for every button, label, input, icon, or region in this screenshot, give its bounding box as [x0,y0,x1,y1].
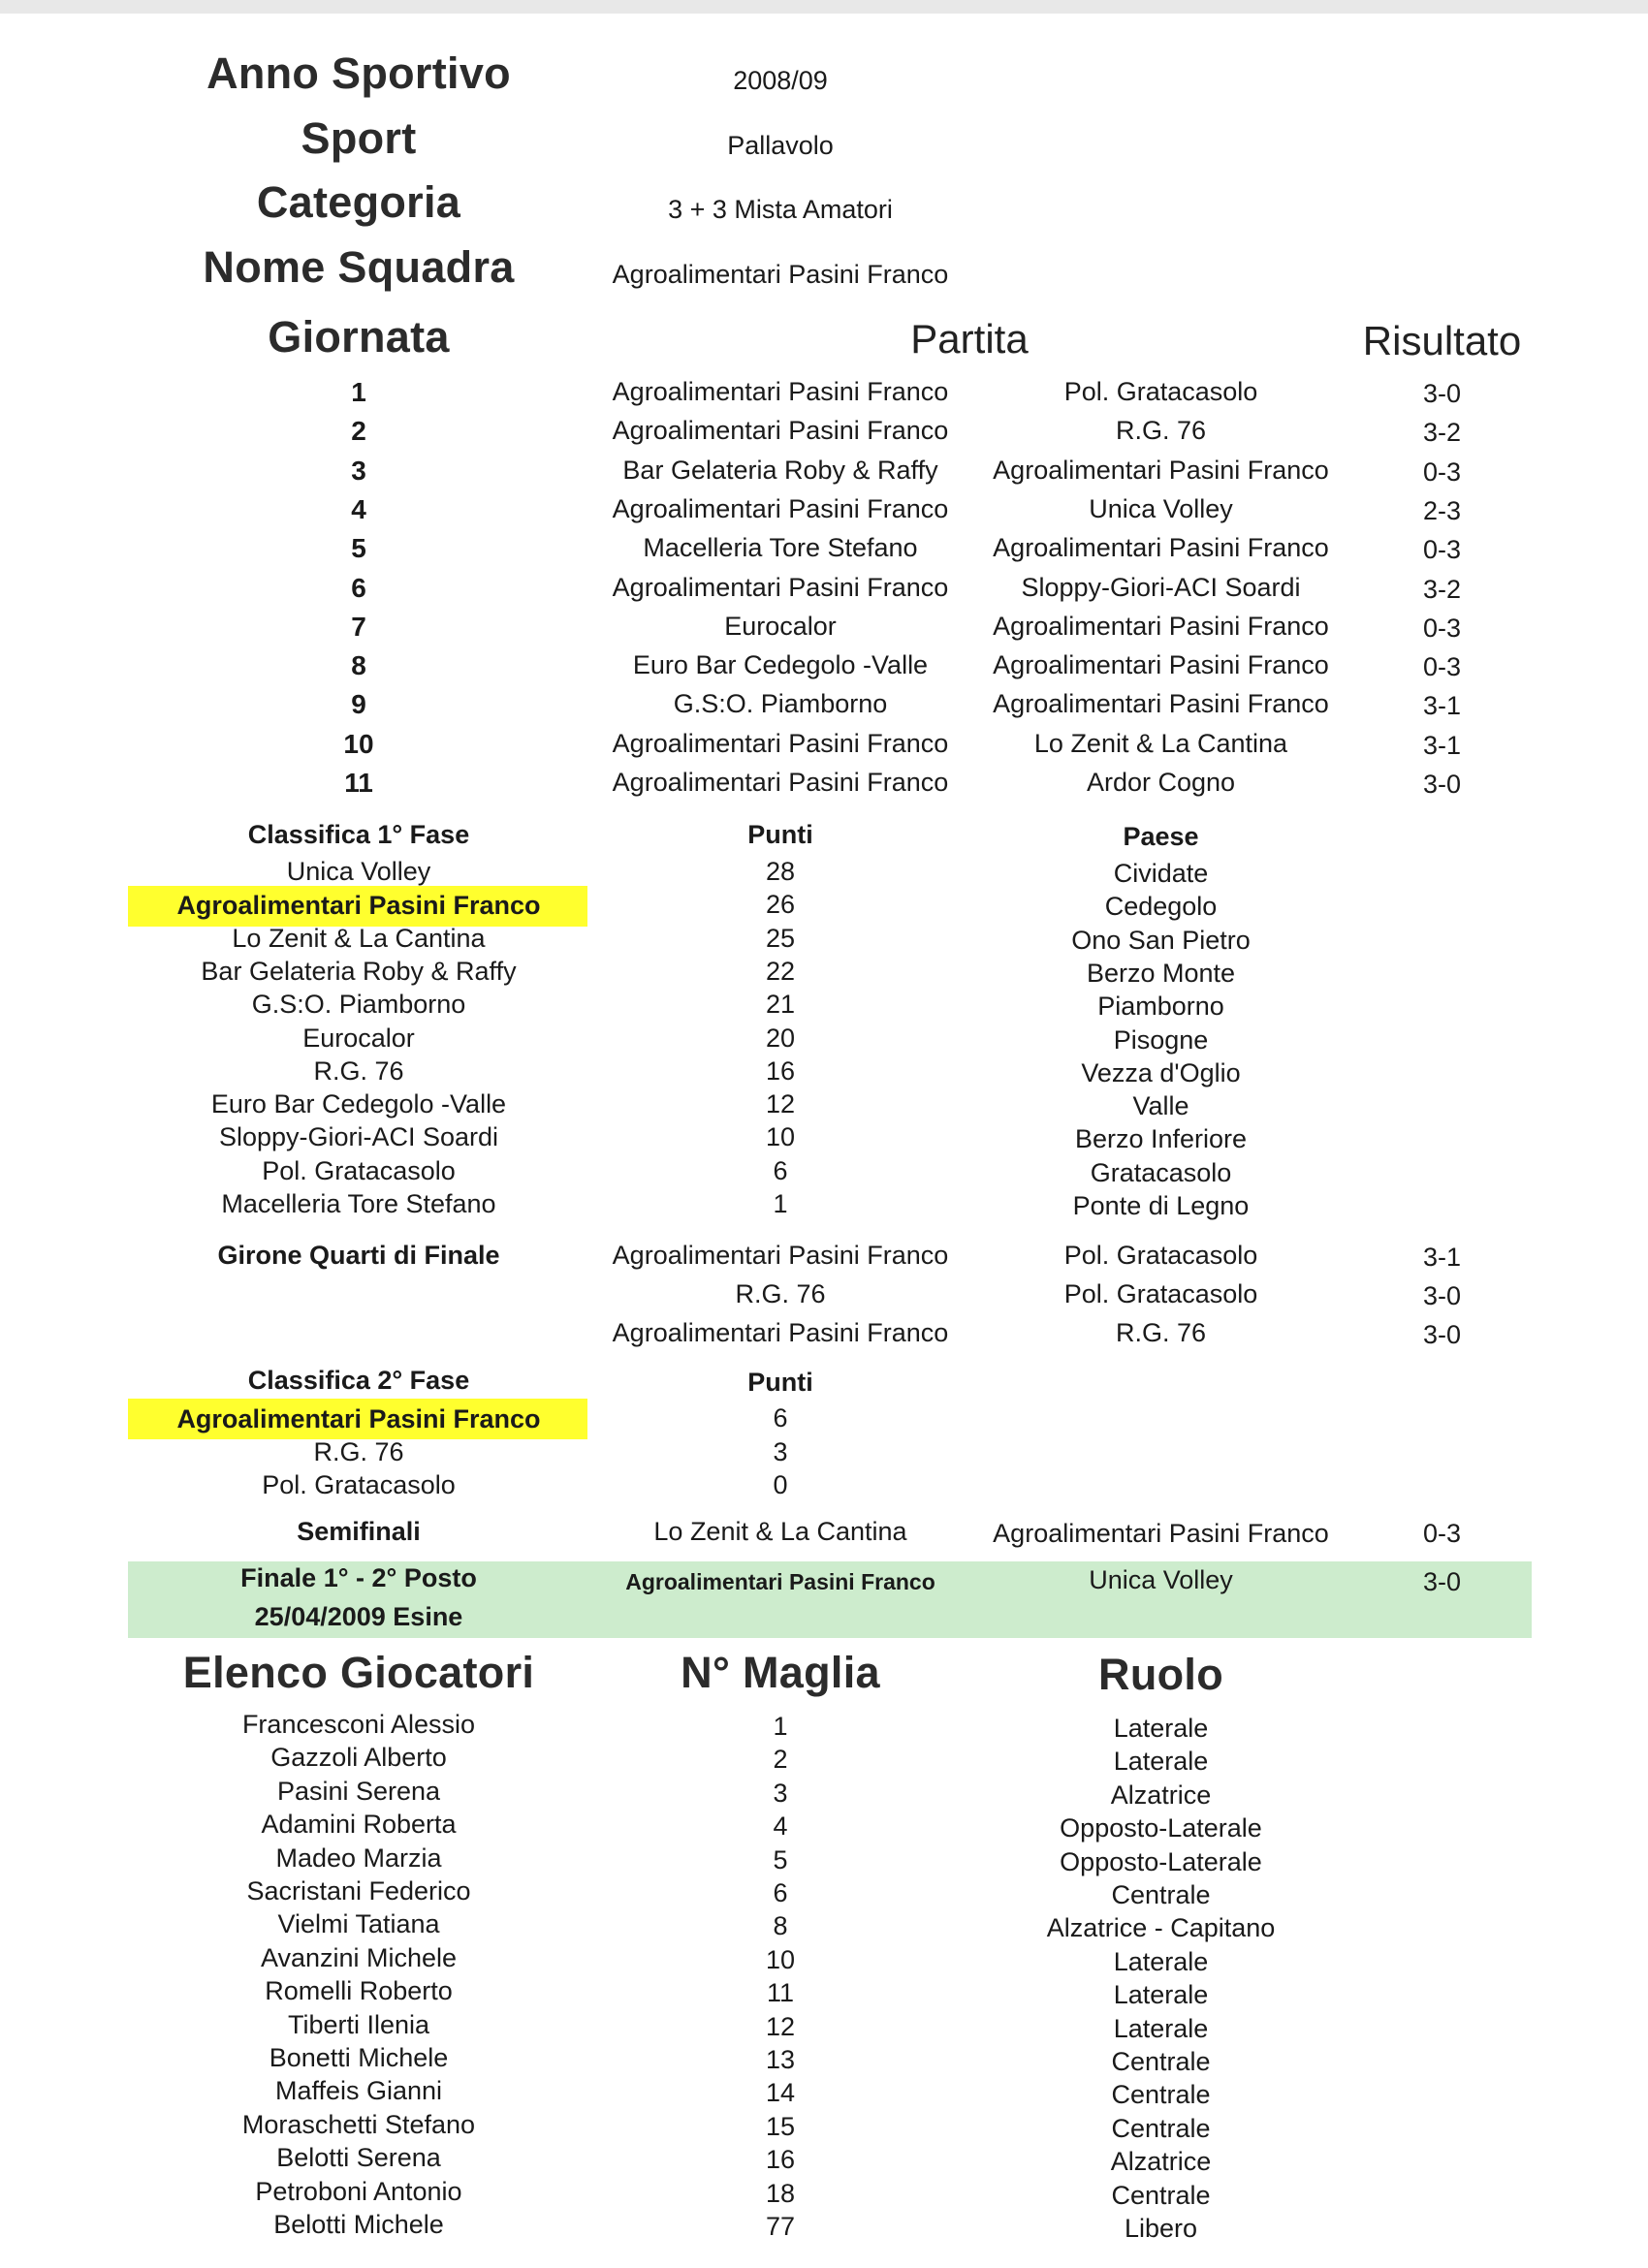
semifinali-home: Lo Zenit & La Cantina [653,1517,907,1546]
giornata-row [0,416,1648,451]
player-role: Opposto-Laterale [1060,1846,1262,1876]
player-role: Laterale [1113,1946,1209,1976]
player-row [0,2110,1648,2143]
player-name: Vielmi Tatiana [277,1909,440,1939]
player-name: Tiberti Ilenia [287,2009,430,2039]
team-name: Pol. Gratacasolo [262,1155,456,1185]
semifinali-title: Semifinali [297,1517,421,1546]
home-team: Agroalimentari Pasini Franco [612,493,949,523]
quarti-title: Girone Quarti di Finale [217,1241,500,1270]
away-team: Ardor Cogno [1086,768,1236,797]
team-name: R.G. 76 [313,1055,404,1086]
maglia-heading: N° Maglia [681,1648,880,1697]
home-team: Bar Gelateria Roby & Raffy [622,455,938,485]
player-role: Centrale [1111,1880,1211,1909]
player-name: Belotti Michele [273,2210,444,2239]
team-points: 16 [765,1055,796,1086]
header-label: Categoria [256,177,461,227]
giornata-number: 8 [351,650,366,681]
semifinali-away: Agroalimentari Pasini Franco [993,1519,1329,1548]
giocatori-header [0,1648,1648,1706]
away-team: Agroalimentari Pasini Franco [993,533,1329,563]
team-name: Macelleria Tore Stefano [221,1189,496,1218]
home-team: Agroalimentari Pasini Franco [612,377,949,406]
player-row [0,2076,1648,2109]
match-score: 3-2 [1422,418,1462,448]
player-number: 4 [773,1811,788,1842]
player-name: Sacristani Federico [246,1876,471,1906]
header-value: 3 + 3 Mista Amatori [668,195,893,224]
match-score: 3-0 [1422,1281,1462,1310]
team-name: Agroalimentari Pasini Franco [176,891,541,921]
header-label: Nome Squadra [203,242,515,292]
finale-away: Unica Volley [1089,1565,1233,1594]
away-team: Pol. Gratacasolo [1063,377,1258,406]
header-label: Anno Sportivo [206,48,511,98]
giornata-number: 5 [351,533,366,564]
player-name: Maffeis Gianni [274,2076,443,2106]
player-number: 11 [766,1978,795,2008]
player-number: 12 [765,2011,796,2041]
giornata-number: 3 [351,455,366,486]
home-team: Euro Bar Cedegolo -Valle [632,650,929,680]
standing-row [0,1024,1648,1056]
ruolo-heading: Ruolo [1098,1650,1223,1699]
away-team: Pol. Gratacasolo [1063,1241,1258,1270]
team-town: Ponte di Legno [1072,1191,1250,1220]
home-team: Agroalimentari Pasini Franco [612,572,949,602]
standing-row [0,1089,1648,1122]
giornata-number: 6 [351,572,366,603]
match-score: 3-1 [1422,691,1462,721]
team-name: Unica Volley [286,857,431,886]
giocatori-title: Elenco Giocatori [182,1648,535,1697]
giornata-number: 2 [351,416,366,447]
match-score: 0-3 [1422,535,1462,565]
team-points: 20 [765,1023,796,1053]
home-team: G.S:O. Piamborno [673,689,888,719]
team-town: Cividate [1113,859,1209,888]
team-town: Piamborno [1097,992,1224,1022]
header-label: Sport [301,113,417,163]
classifica-1-title: Classifica 1° Fase [247,820,470,849]
home-team: Agroalimentari Pasini Franco [612,1318,949,1347]
home-team: Agroalimentari Pasini Franco [612,1241,949,1270]
team-points: 25 [765,923,796,953]
player-row [0,1710,1648,1743]
team-town: Ono San Pietro [1071,925,1251,955]
player-name: Bonetti Michele [269,2043,449,2072]
player-row [0,2177,1648,2210]
player-role: Alzatrice [1110,1780,1212,1810]
player-role: Laterale [1113,1747,1209,1777]
header-value: 2008/09 [733,66,828,95]
player-row [0,1777,1648,1810]
player-row [0,2210,1648,2243]
player-row [0,1743,1648,1776]
player-name: Petroboni Antonio [255,2176,462,2206]
giornata-number: 10 [343,728,374,759]
standing-row [0,990,1648,1023]
player-number: 77 [765,2212,796,2241]
team-points: 6 [773,1403,788,1433]
team-town: Cedegolo [1104,892,1218,922]
finale-score: 3-0 [1422,1567,1462,1596]
match-score: 3-0 [1422,1320,1462,1349]
giornata-row [0,689,1648,724]
giornata-number: 4 [351,493,366,524]
player-role: Laterale [1113,2013,1209,2043]
away-team: Pol. Gratacasolo [1063,1279,1258,1308]
punti-heading: Punti [747,820,813,849]
team-points: 10 [765,1122,796,1152]
player-number: 13 [765,2045,796,2074]
giornata-number: 1 [351,377,366,407]
quarti-row [0,1241,1648,1276]
away-team: Sloppy-Giori-ACI Soardi [1021,572,1301,602]
team-town: Gratacasolo [1090,1157,1232,1187]
player-number: 16 [765,2145,796,2175]
player-name: Romelli Roberto [265,1976,453,2006]
standing-row [0,890,1648,923]
classifica-2-header [0,1366,1648,1399]
away-team: Agroalimentari Pasini Franco [993,455,1329,485]
away-team: Lo Zenit & La Cantina [1033,728,1288,758]
match-score: 3-0 [1422,379,1462,408]
team-name: G.S:O. Piamborno [251,990,466,1020]
player-name: Adamini Roberta [261,1810,457,1840]
home-team: Agroalimentari Pasini Franco [612,416,949,446]
classifica-1-header [0,820,1648,853]
player-row [0,2010,1648,2043]
player-role: Alzatrice - Capitano [1046,1913,1276,1943]
player-row [0,1976,1648,2009]
giornata-number: 11 [344,768,373,798]
team-points: 21 [765,990,796,1020]
standing-row [0,957,1648,990]
header-value: Pallavolo [727,131,834,160]
giornata-row [0,768,1648,803]
giornata-number: 9 [351,689,366,720]
standing-row [0,1122,1648,1155]
standing-row [0,924,1648,957]
team-name: R.G. 76 [313,1436,404,1466]
team-name: Pol. Gratacasolo [262,1470,456,1499]
home-team: Eurocalor [724,611,837,641]
standing-row [0,1156,1648,1189]
player-role: Centrale [1111,2113,1211,2143]
punti-heading: Punti [747,1368,813,1397]
team-name: Lo Zenit & La Cantina [232,923,486,953]
match-score: 0-3 [1422,613,1462,643]
giornata-row [0,377,1648,412]
team-town: Valle [1132,1091,1189,1121]
away-team: R.G. 76 [1115,416,1207,446]
team-points: 6 [773,1155,788,1185]
player-row [0,1843,1648,1876]
away-team: Agroalimentari Pasini Franco [993,689,1329,719]
standing-row [0,1470,1648,1503]
team-name: Sloppy-Giori-ACI Soardi [218,1122,499,1152]
player-number: 8 [773,1911,788,1941]
player-role: Centrale [1111,2080,1211,2110]
standing-row [0,857,1648,890]
standing-row [0,1189,1648,1222]
away-team: Agroalimentari Pasini Franco [993,611,1329,641]
player-row [0,2143,1648,2176]
player-name: Gazzoli Alberto [270,1743,447,1773]
player-number: 14 [765,2078,796,2108]
away-team: Agroalimentari Pasini Franco [993,650,1329,680]
player-number: 5 [773,1844,788,1874]
classifica-2-title: Classifica 2° Fase [247,1366,470,1395]
quarti-row [0,1279,1648,1314]
away-team: R.G. 76 [1115,1318,1207,1347]
player-number: 10 [765,1944,796,1974]
team-town: Berzo Monte [1086,958,1236,988]
player-role: Libero [1124,2214,1198,2243]
player-number: 15 [765,2111,796,2141]
match-score: 3-1 [1422,1243,1462,1272]
finale-date: 25/04/2009 Esine [254,1602,463,1631]
home-team: R.G. 76 [735,1279,826,1308]
player-role: Opposto-Laterale [1060,1813,1262,1843]
standing-row [0,1056,1648,1089]
team-town: Vezza d'Oglio [1081,1057,1241,1087]
player-name: Francesconi Alessio [241,1710,476,1739]
giornata-number: 7 [351,611,366,642]
team-points: 1 [773,1189,788,1218]
giornata-row [0,650,1648,685]
player-number: 1 [773,1712,788,1741]
giornata-row [0,494,1648,529]
standing-row [0,1403,1648,1436]
match-score: 0-3 [1422,457,1462,487]
player-name: Madeo Marzia [275,1843,442,1873]
giornate-header [0,312,1648,370]
home-team: Agroalimentari Pasini Franco [612,768,949,797]
finale-home: Agroalimentari Pasini Franco [625,1569,935,1594]
standing-row [0,1437,1648,1470]
giornata-row [0,729,1648,764]
team-name: Agroalimentari Pasini Franco [176,1404,541,1433]
match-score: 0-3 [1422,652,1462,682]
partita-heading: Partita [910,316,1029,362]
away-team: Unica Volley [1089,493,1233,523]
risultato-heading: Risultato [1362,318,1522,363]
match-score: 3-0 [1422,770,1462,799]
player-row [0,1876,1648,1909]
paese-heading: Paese [1123,822,1199,851]
finale-title: Finale 1° - 2° Posto [240,1563,477,1592]
giornata-row [0,612,1648,646]
match-score: 3-2 [1422,574,1462,604]
player-role: Alzatrice [1110,2147,1212,2177]
player-role: Laterale [1113,1980,1209,2010]
home-team: Macelleria Tore Stefano [643,533,918,563]
match-score: 3-1 [1422,730,1462,760]
team-points: 0 [773,1470,788,1499]
player-number: 3 [773,1778,788,1808]
player-number: 18 [765,2178,796,2208]
player-row [0,1943,1648,1976]
team-points: 28 [765,857,796,886]
player-row [0,1909,1648,1942]
quarti-row [0,1318,1648,1353]
giornata-row [0,533,1648,568]
player-name: Belotti Serena [276,2143,441,2173]
semifinali-score: 0-3 [1422,1519,1462,1548]
player-name: Avanzini Michele [260,1942,458,1972]
player-name: Pasini Serena [276,1776,441,1806]
player-name: Moraschetti Stefano [241,2109,476,2139]
team-points: 3 [773,1436,788,1466]
player-number: 6 [773,1878,788,1907]
team-points: 22 [765,956,796,986]
player-row [0,2043,1648,2076]
finale-row [0,1561,1648,1638]
team-name: Eurocalor [302,1023,415,1053]
giornata-row [0,456,1648,490]
team-name: Euro Bar Cedegolo -Valle [210,1089,507,1119]
player-role: Laterale [1113,1714,1209,1743]
player-role: Centrale [1111,2047,1211,2076]
team-name: Bar Gelateria Roby & Raffy [201,956,517,986]
team-town: Berzo Inferiore [1074,1124,1248,1154]
team-points: 26 [765,890,796,920]
semifinali-row [0,1517,1648,1552]
giornata-heading: Giornata [268,312,450,362]
home-team: Agroalimentari Pasini Franco [612,728,949,758]
giornata-row [0,573,1648,608]
player-number: 2 [773,1745,788,1775]
team-points: 12 [765,1089,796,1119]
player-role: Centrale [1111,2180,1211,2210]
match-score: 2-3 [1422,495,1462,525]
header-value: Agroalimentari Pasini Franco [612,260,949,289]
team-town: Pisogne [1113,1024,1209,1055]
player-row [0,1810,1648,1843]
